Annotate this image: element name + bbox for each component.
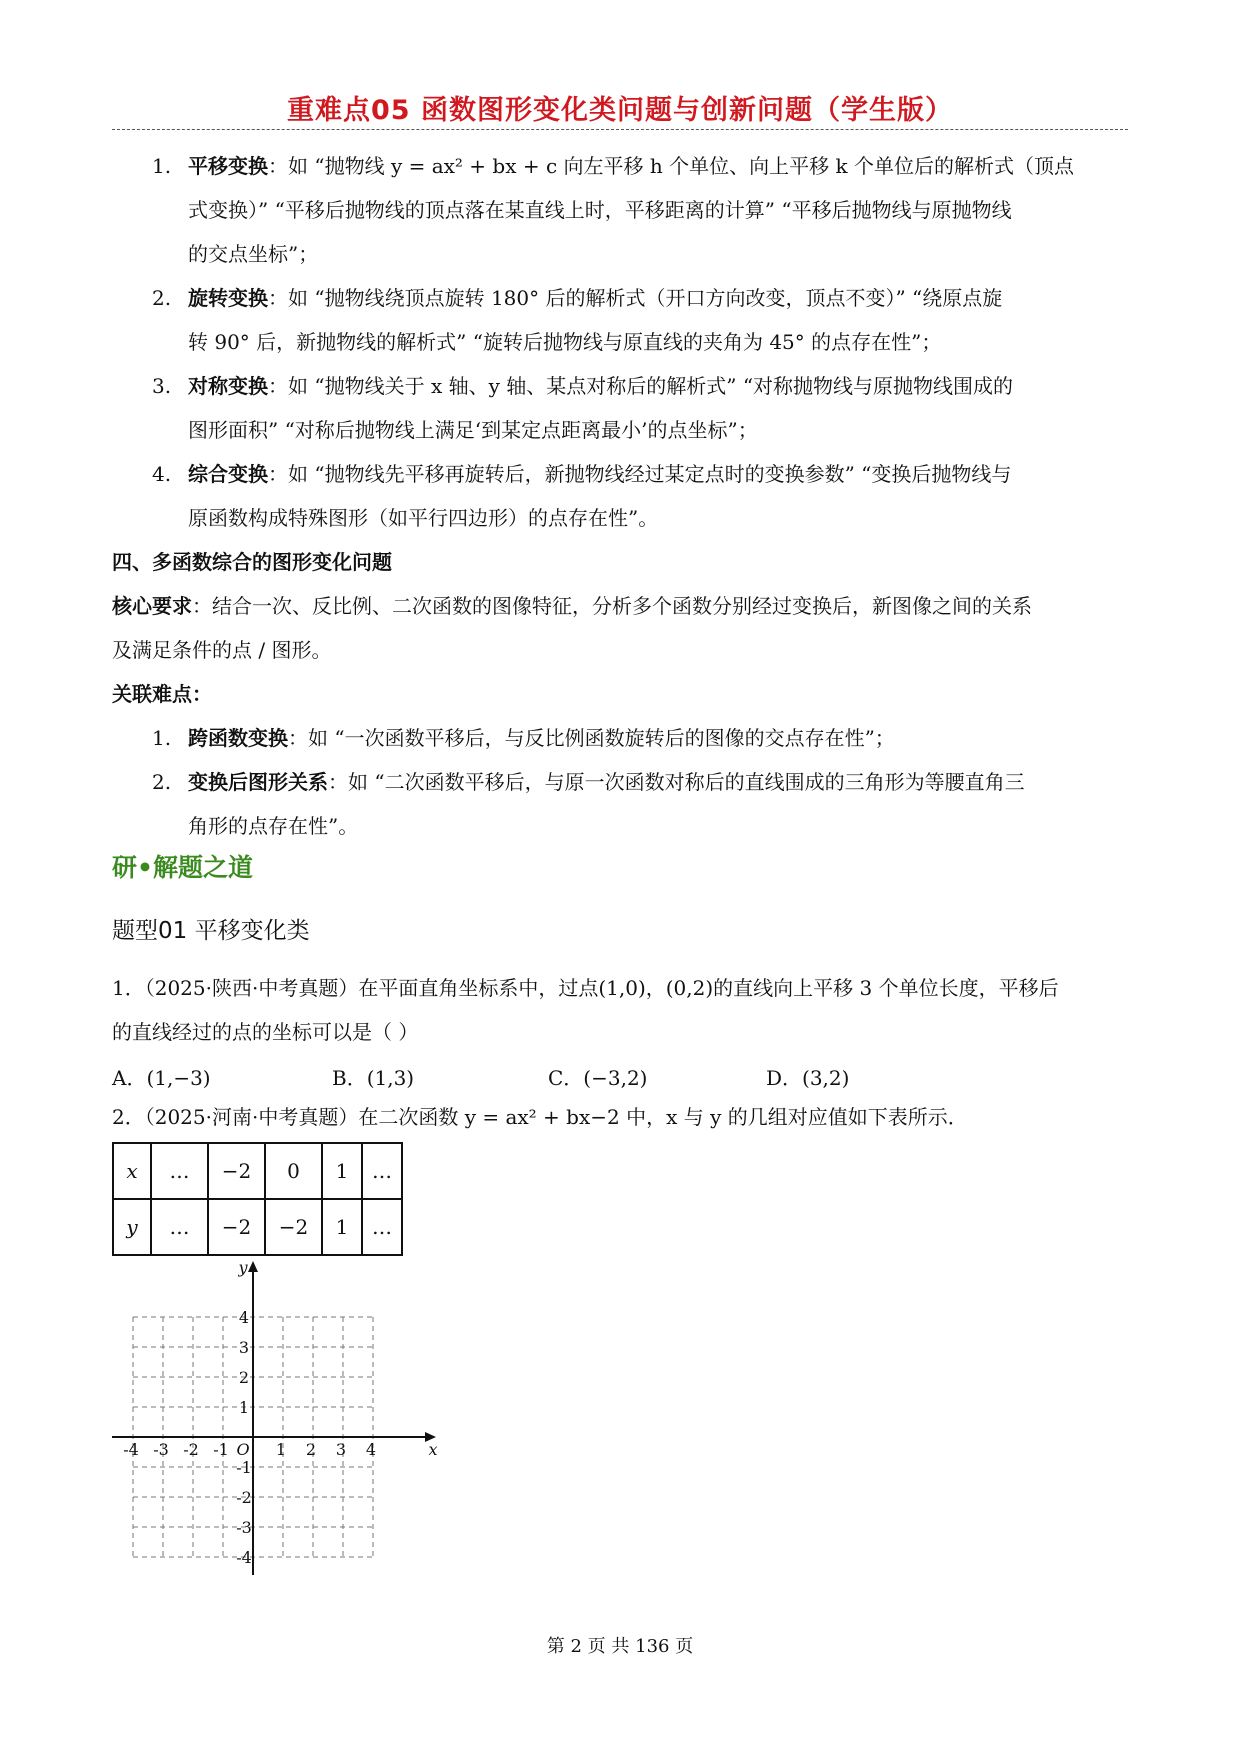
question-type-title: 题型01 平移变化类 — [112, 918, 310, 944]
table-cell: … — [151, 1199, 208, 1255]
y-axis-label: y — [238, 1258, 248, 1277]
core-text: 及满足条件的点 / 图形。 — [112, 638, 332, 662]
list-item-text: 角形的点存在性”。 — [188, 814, 359, 838]
list-item-text: ：如 “抛物线先平移再旋转后，新抛物线经过某定点时的变换参数” “变换后抛物线与 — [268, 462, 1012, 486]
y-tick-label: 2 — [238, 1368, 250, 1387]
table-cell: y — [113, 1199, 151, 1255]
axes — [112, 1261, 436, 1575]
core-requirement — [112, 592, 1032, 620]
option-b: B．(1,3) — [332, 1066, 415, 1090]
list-item — [188, 460, 1011, 488]
list-item-label: 旋转变换 — [188, 286, 268, 310]
list-item-text: ：如 “抛物线关于 x 轴、y 轴、某点对称后的解析式” “对称抛物线与原抛物线围成的 — [268, 374, 1014, 398]
core-text: ：结合一次、反比例、二次函数的图像特征，分析多个函数分别经过变换后，新图像之间的关系 — [192, 594, 1032, 618]
list-item-text: 原函数构成特殊图形（如平行四边形）的点存在性”。 — [188, 506, 659, 530]
list-item-text: 的交点坐标”； — [188, 242, 319, 266]
table-cell: 1 — [322, 1143, 362, 1199]
list-item — [188, 152, 1074, 180]
y-tick-label: -2 — [236, 1488, 252, 1507]
x-tick-label: 3 — [335, 1440, 347, 1459]
list-item — [188, 768, 1025, 796]
origin-label: O — [236, 1440, 250, 1459]
list-item-text: 式变换）” “平移后抛物线的顶点落在某直线上时，平移距离的计算” “平移后抛物线与原抛物线 — [188, 198, 1012, 222]
related-label: 关联难点： — [112, 682, 212, 706]
y-axis-arrow — [248, 1261, 258, 1272]
y-tick-label: 1 — [238, 1398, 250, 1417]
table-cell: 1 — [322, 1199, 362, 1255]
core-label: 核心要求 — [112, 594, 192, 618]
list-number: 2. — [152, 770, 172, 794]
option-c: C．(−3,2) — [548, 1066, 648, 1090]
page-footer: 第 2 页 共 136 页 — [546, 1636, 694, 1657]
table-cell: … — [362, 1143, 402, 1199]
table-cell: 0 — [265, 1143, 322, 1199]
x-tick-label: -4 — [123, 1440, 139, 1459]
tick-labels — [123, 1258, 437, 1567]
y-tick-label: 3 — [238, 1338, 250, 1357]
option-a: A．(1,−3) — [112, 1066, 211, 1090]
list-number: 1. — [152, 154, 172, 178]
x-tick-label: 1 — [275, 1440, 287, 1459]
y-tick-label: 4 — [238, 1308, 250, 1327]
x-tick-label: -2 — [183, 1440, 199, 1459]
question-2-text: 2．（2025·河南·中考真题）在二次函数 y = ax² + bx−2 中，x 与 y 的几组对应值如下表所示． — [112, 1105, 968, 1129]
list-item-text: ：如 “抛物线绕顶点旋转 180° 后的解析式（开口方向改变，顶点不变）” “绕原点旋 — [268, 286, 1003, 310]
section-green-heading: 研•解题之道 — [112, 853, 253, 882]
list-item-label: 变换后图形关系 — [188, 770, 328, 794]
x-tick-label: 2 — [305, 1440, 317, 1459]
list-item-label: 跨函数变换 — [188, 726, 288, 750]
option-d: D．(3,2) — [766, 1066, 850, 1090]
title-divider — [112, 129, 1128, 130]
list-number: 4. — [152, 462, 172, 486]
question-1-text: 1．（2025·陕西·中考真题）在平面直角坐标系中，过点(1,0)，(0,2)的直线向上平移 3 个单位长度，平移后 — [112, 976, 1059, 1000]
coordinate-grid — [100, 1255, 450, 1585]
x-tick-label: -3 — [153, 1440, 169, 1459]
y-tick-label: -3 — [236, 1518, 252, 1537]
list-item-text: ：如 “一次函数平移后，与反比例函数旋转后的图像的交点存在性”； — [288, 726, 895, 750]
table-row — [113, 1199, 402, 1255]
list-item — [188, 284, 1002, 312]
list-item — [188, 372, 1013, 400]
table-cell: … — [362, 1199, 402, 1255]
y-tick-label: -1 — [236, 1458, 252, 1477]
list-number: 3. — [152, 374, 172, 398]
x-tick-label: 4 — [365, 1440, 377, 1459]
list-item-text: 图形面积” “对称后抛物线上满足‘到某定点距离最小’的点坐标”； — [188, 418, 758, 442]
x-axis-label: x — [428, 1440, 438, 1459]
list-number: 1. — [152, 726, 172, 750]
page-title: 重难点05 函数图形变化类问题与创新问题（学生版） — [287, 95, 953, 126]
list-item-label: 对称变换 — [188, 374, 268, 398]
question-1-text: 的直线经过的点的坐标可以是（ ） — [112, 1020, 419, 1044]
table-cell: −2 — [208, 1143, 265, 1199]
table-cell: x — [113, 1143, 151, 1199]
value-table — [112, 1142, 403, 1256]
list-item-label: 综合变换 — [188, 462, 268, 486]
list-item-text: 转 90° 后，新抛物线的解析式” “旋转后抛物线与原直线的夹角为 45° 的点存在性”； — [188, 330, 942, 354]
list-item-text: ：如 “二次函数平移后，与原一次函数对称后的直线围成的三角形为等腰直角三 — [328, 770, 1025, 794]
table-row — [113, 1143, 402, 1199]
list-item — [188, 724, 895, 752]
table-cell: −2 — [208, 1199, 265, 1255]
x-tick-label: -1 — [213, 1440, 229, 1459]
y-tick-label: -4 — [236, 1548, 252, 1567]
table-cell: −2 — [265, 1199, 322, 1255]
list-number: 2. — [152, 286, 172, 310]
list-item-label: 平移变换 — [188, 154, 268, 178]
section-heading: 四、多函数综合的图形变化问题 — [112, 550, 392, 574]
table-cell: … — [151, 1143, 208, 1199]
list-item-text: ：如 “抛物线 y = ax² + bx + c 向左平移 h 个单位、向上平移 k 个单位后的解析式（顶点 — [268, 154, 1074, 178]
